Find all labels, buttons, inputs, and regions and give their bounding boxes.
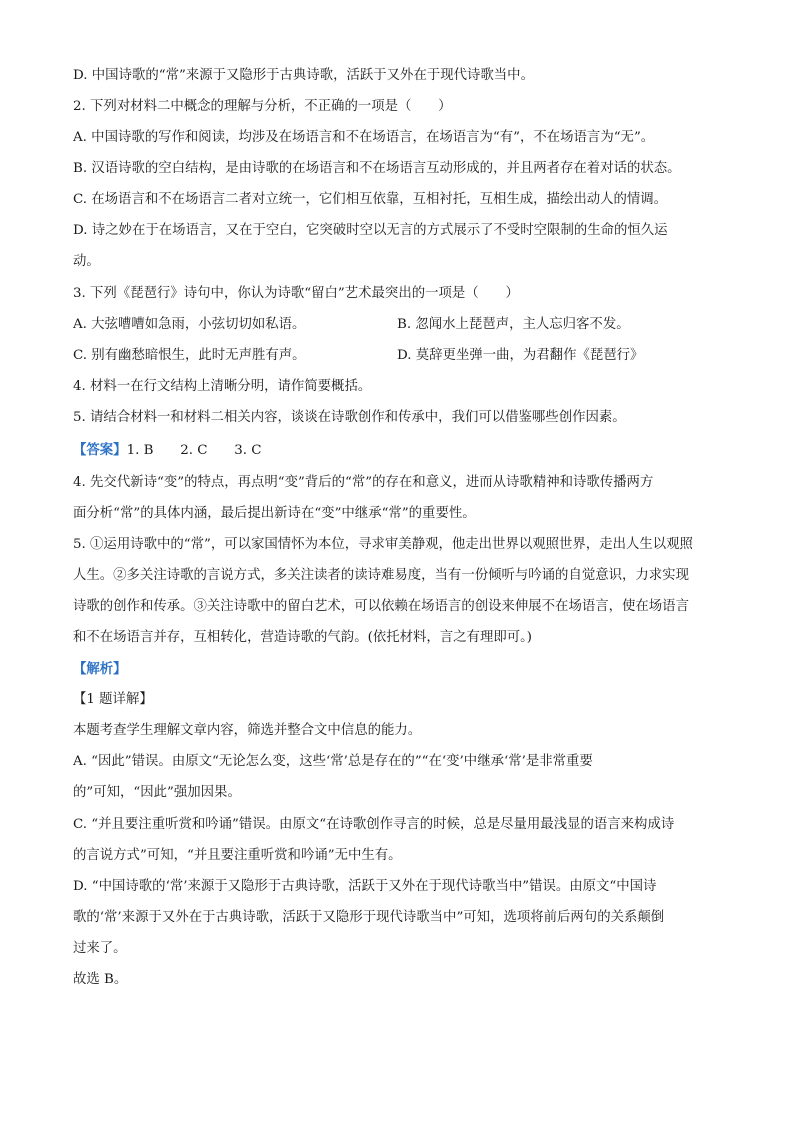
- option-2d: D. 诗之妙在于在场语言，又在于空白，它突破时空以无言的方式展示了不受时空限制的生命的恒久运: [73, 223, 668, 238]
- option-3c: C. 别有幽愁暗恨生，此时无声胜有声。: [73, 348, 306, 363]
- answer-text: 1. B 2. C 3. C: [126, 443, 262, 458]
- analysis-a-line1: A. “因此”错误。由原文“无论怎么变，这些‘常’总是存在的”“在‘变’中继承‘常’是非常重要: [73, 754, 593, 769]
- analysis-intro: 本题考查学生理解文章内容，筛选并整合文中信息的能力。: [73, 723, 422, 738]
- option-3a: A. 大弦嘈嘈如急雨，小弦切切如私语。: [73, 317, 306, 332]
- question-4: 4. 材料一在行文结构上清晰分明，请作简要概括。: [73, 379, 372, 394]
- answer-tag: 【答案】: [73, 442, 127, 458]
- answer-5-line1: 5. ①运用诗歌中的“常”，可以家国情怀为本位，寻求审美静观，他走出世界以观照世界，走出人生以观照: [73, 537, 693, 552]
- analysis-c-line2: 的言说方式”可知，“并且要注重听赏和吟诵”无中生有。: [73, 848, 402, 863]
- answer-5-line2: 人生。②多关注诗歌的言说方式，多关注读者的读诗难易度，当有一份倾听与吟诵的自觉意识，力求实现: [73, 568, 689, 583]
- option-2c: C. 在场语言和不在场语言二者对立统一，它们相互依靠，互相衬托，互相生成，描绘出动人的情调。: [73, 192, 668, 207]
- analysis-a-line2: 的”可知，“因此”强加因果。: [73, 785, 241, 800]
- analysis-tag: 【解析】: [73, 661, 127, 677]
- question-5: 5. 请结合材料一和材料二相关内容，谈谈在诗歌创作和传承中，我们可以借鉴哪些创作因素。: [73, 410, 626, 425]
- analysis-d-line1: D. “中国诗歌的‘常’来源于又隐形于古典诗歌，活跃于又外在于现代诗歌当中”错误。由原文“中国诗: [73, 879, 657, 894]
- analysis-c-line1: C. “并且要注重听赏和吟诵”错误。由原文“在诗歌创作寻言的时候，总是尽量用最浅显的语言来构成诗: [73, 817, 675, 832]
- question-3-stem: 3. 下列《琵琶行》诗句中，你认为诗歌“留白”艺术最突出的一项是（ ）: [73, 286, 519, 301]
- answer-4-line2: 面分析“常”的具体内涵，最后提出新诗在“变”中继承“常”的重要性。: [73, 506, 476, 521]
- option-2b: B. 汉语诗歌的空白结构，是由诗歌的在场语言和不在场语言互动形成的，并且两者存在着对话的状态。: [73, 161, 681, 176]
- analysis-d-line2: 歌的‘常’来源于又外在于古典诗歌，活跃于又隐形于现代诗歌当中”可知，选项将前后两句的关系颠倒: [73, 910, 665, 925]
- conclusion-line: 故选 B。: [73, 972, 128, 987]
- option-3b: B. 忽闻水上琵琶声，主人忘归客不发。: [397, 317, 630, 332]
- question-2-stem: 2. 下列对材料二中概念的理解与分析，不正确的一项是（ ）: [73, 99, 452, 114]
- answer-5-line3: 诗歌的创作和传承。③关注诗歌中的留白艺术，可以依赖在场语言的创设来伸展不在场语言，使在场语言: [73, 599, 689, 614]
- analysis-d-line3: 过来了。: [73, 941, 127, 956]
- section-heading-q1: 【1 题详解】: [73, 692, 153, 707]
- option-1d: D. 中国诗歌的“常”来源于又隐形于古典诗歌，活跃于又外在于现代诗歌当中。: [73, 68, 534, 83]
- answer-4-line1: 4. 先交代新诗“变”的特点，再点明“变”背后的“常”的存在和意义，进而从诗歌精神和诗歌传播两方: [73, 475, 654, 490]
- option-2a: A. 中国诗歌的写作和阅读，均涉及在场语言和不在场语言，在场语言为“有”，不在场语言为“无”。: [73, 130, 655, 145]
- answer-line: [73, 440, 262, 461]
- option-2d-cont: 动。: [73, 254, 100, 269]
- option-3d: D. 莫辞更坐弹一曲，为君翻作《琵琶行》: [397, 348, 644, 363]
- answer-5-line4: 和不在场语言并存，互相转化，营造诗歌的气韵。(依托材料，言之有理即可。): [73, 630, 533, 645]
